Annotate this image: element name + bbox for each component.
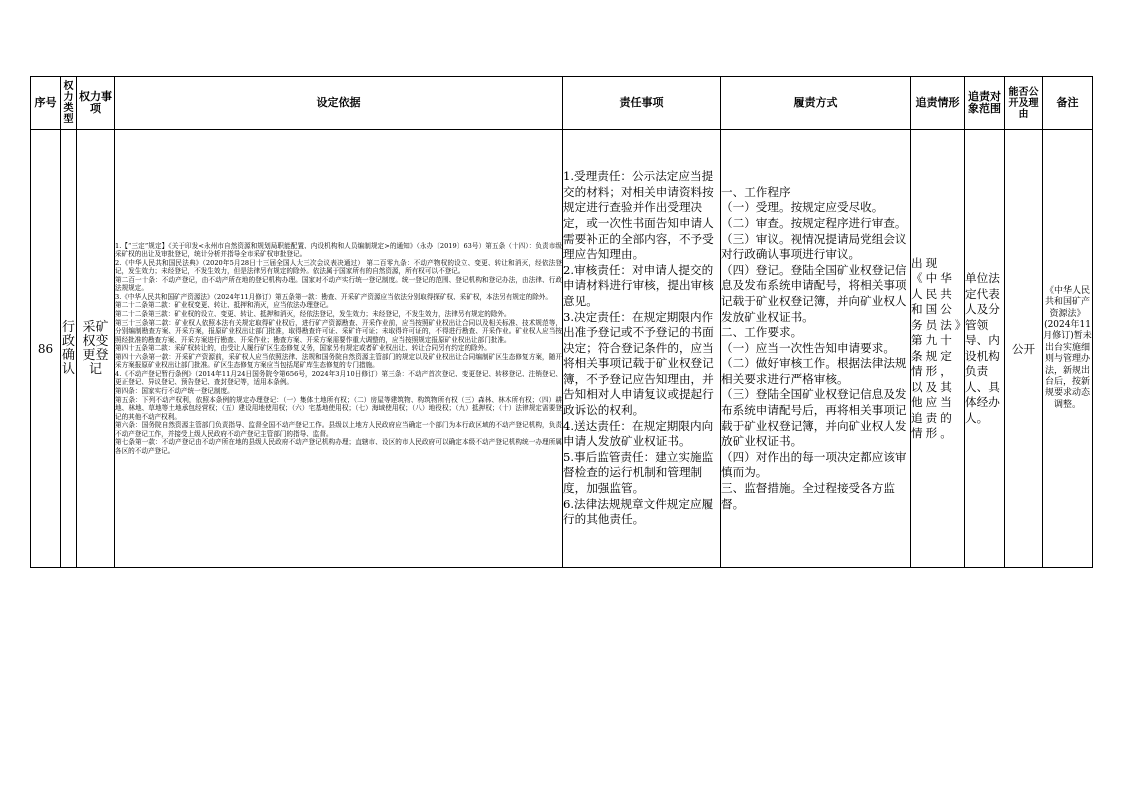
row-way <box>721 130 911 568</box>
way-line: （四）对作出的每一项决定都应该审慎而为。 <box>721 449 907 480</box>
basis-line: 1.【“三定”规定】《关于印发<永州市自然资源和规划局职能配置、内设机构和人员编制规定>的通知》（永办〔2019〕63号）第五条（十四）：负责市级采矿权的出让及审批登记，统计分析并指导全市采矿权审批登记。 <box>115 241 562 259</box>
header-type: 权力类型 <box>61 77 77 130</box>
resp-line: 5.事后监管责任：建立实施监督检查的运行机制和管理制度，加强监管。 <box>563 449 714 496</box>
basis-line: 第六条：国务院自然资源主管部门负责指导、监督全国不动产登记工作。县级以上地方人民政府应当确定一个部门为本行政区域的不动产登记机构，负责不动产登记工作，并接受上级人民政府不动产登记主管部门的指导、监督。 <box>115 421 562 438</box>
header-situation: 追责情形 <box>911 77 965 130</box>
table-row <box>31 130 1093 568</box>
header-way: 履责方式 <box>721 77 911 130</box>
resp-line: 6.法律法规规章文件规定应履行的其他责任。 <box>563 496 714 527</box>
basis-line: 2.《中华人民共和国民法典》（2020年5月28日十三届全国人大三次会议表决通过） 第二百零九条：不动产物权的设立、变更、转让和消灭，经依法登记，发生效力；未经登记，不发生效力，但是法律另有规定的除外。依法属于国家所有的自然资源，所有权可以不登记。 <box>115 258 562 276</box>
basis-line: 第四条：国家实行不动产统一登记制度。 <box>115 386 234 395</box>
basis-line: 第五条：下列不动产权利，依照本条例的规定办理登记：（一）集体土地所有权；（二）房屋等建筑物、构筑物所有权（三）森林、林木所有权；（四）耕地、林地、草地等土地承包经营权；（五）建设用地使用权；（六）宅基地使用权；（七）海域使用权；（八）地役权；（九）抵押权；（十）法律规定需要登记的其他不动产权利。 <box>115 395 562 421</box>
row-range: 单位法定代表人及分管领导、内设机构负责人、具体经办人。 <box>965 130 1005 568</box>
row-type: 行政确认 <box>61 130 77 568</box>
way-line: （一）应当一次性告知申请要求。 <box>721 340 895 355</box>
header-resp: 责任事项 <box>563 77 721 130</box>
basis-line: 4.《不动产登记暂行条例》（2014年11月24日国务院令第656号，2024年3月10日修订）第三条：不动产首次登记、变更登记、转移登记、注销登记、更正登记、异议登记、预告登记、查封登记等，适用本条例。 <box>115 369 562 387</box>
basis-line: 第三十三条第二款：矿业权人依照本法有关规定取得矿业权后，进行矿产资源勘查、开采作业前，应当按照矿业权出让合同以及相关标准、技术规范等，分别编制勘查方案、开采方案，报原矿业权出让部门批准，取得勘查许可证、采矿许可证；未取得许可证的，不得进行勘查、开采作业。矿业权人应当按照经批准的勘查方案、开采方案进行勘查、开采作业；勘查方案、开采方案需要作重大调整的，应当按照规定报原矿业权出让部门批准。 <box>115 318 562 344</box>
header-row <box>31 77 1093 130</box>
row-item: 采矿权变更登记 <box>77 130 115 568</box>
header-note: 备注 <box>1043 77 1093 130</box>
way-line: 三、监督措施。全过程接受各方监督。 <box>721 481 895 511</box>
resp-line: 1.受理责任：公示法定应当提交的材料；对相关申请资料按规定进行查验并作出受理决定，或一次性书面告知申请人需要补正的全部内容，不予受理应告知理由。 <box>563 169 714 262</box>
resp-line: 4.送达责任：在规定期限内向申请人发放矿业权证书。 <box>563 418 714 449</box>
way-line: （二）审查。按规定程序进行审查。 <box>721 215 907 230</box>
header-item: 权力事项 <box>77 77 115 130</box>
header-no: 序号 <box>31 77 61 130</box>
basis-line: 第四十六条第一款：开采矿产资源前，采矿权人应当依照法律、法规和国务院自然资源主管部门的规定以及矿业权出让合同编制矿区生态修复方案，随开采方案报原矿业权出让部门批准。矿区生态修复方案应当包括尾矿库生态修复的专门措施。 <box>115 352 562 370</box>
way-line: （一）受理。按规定应受尽收。 <box>721 200 884 215</box>
row-no: 86 <box>31 130 61 568</box>
basis-line: 第二十二条第二款：矿业权变更、转让、抵押和消灭，应当依法办理登记。 <box>115 301 333 310</box>
row-public: 公开 <box>1005 130 1043 568</box>
way-line: （三）登陆全国矿业权登记信息及发布系统申请配号后，再将相关事项记载于矿业权登记簿，并向矿业权人发放矿业权证书。 <box>721 387 907 449</box>
way-line: 二、工作要求。 <box>721 325 803 340</box>
header-public: 能否公开及理由 <box>1005 77 1043 130</box>
header-range: 追责对象范围 <box>965 77 1005 130</box>
basis-line: 第四十五条第二款：采矿权转让的，由受让人履行矿区生态修复义务，国家另有规定或者矿业权出让、转让合同另有约定的除外。 <box>115 344 491 353</box>
row-resp <box>563 130 721 568</box>
header-basis: 设定依据 <box>115 77 563 130</box>
way-line: （四）登记。登陆全国矿业权登记信息及发布系统申请配号，将相关事项记载于矿业权登记簿，并向矿业权人发放矿业权证书。 <box>721 262 907 324</box>
basis-line: 3.《中华人民共和国矿产资源法》（2024年11月修订）第五条第一款：勘查、开采矿产资源应当依法分别取得探矿权、采矿权，本法另有规定的除外。 <box>115 292 552 301</box>
basis-line: 第二百一十条：不动产登记，由不动产所在地的登记机构办理。国家对不动产实行统一登记制度。统一登记的范围、登记机构和登记办法，由法律、行政法规规定。 <box>115 275 562 293</box>
way-line: （二）做好审核工作。根据法律法规相关要求进行严格审核。 <box>721 356 907 386</box>
resp-line: 2.审核责任：对申请人提交的申请材料进行审核，提出审核意见。 <box>563 262 714 308</box>
basis-line: 第二十二条第三款：矿业权的设立、变更、转让、抵押和消灭，经依法登记，发生效力；未经登记，不发生效力，法律另有规定的除外。 <box>115 310 511 319</box>
basis-line: 第七条第一款：不动产登记由不动产所在地的县级人民政府不动产登记机构办理；直辖市、设区的市人民政府可以确定本级不动产登记机构统一办理所属各区的不动产登记。 <box>115 438 562 455</box>
power-list-table <box>30 76 1093 568</box>
row-note: 《中华人民共和国矿产资源法》(2024年11月修订)暂未出台实施细则与管理办法，新规出台后，按新规要求动态调整。 <box>1043 130 1093 568</box>
row-situation: 出现《中华人民共和国公务员法》第九十条规定情形，以及其他应当追责的情形。 <box>911 130 965 568</box>
resp-line: 3.决定责任：在规定期限内作出准予登记或不予登记的书面决定；符合登记条件的，应当将相关事项记载于矿业权登记簿，不予登记应告知理由，并告知相对人申请复议或提起行政诉讼的权利。 <box>563 309 714 418</box>
way-line: 一、工作程序 <box>721 184 791 199</box>
row-basis <box>115 130 563 568</box>
way-line: （三）审议。视情况提请局党组会议对行政确认事项进行审议。 <box>721 231 907 262</box>
